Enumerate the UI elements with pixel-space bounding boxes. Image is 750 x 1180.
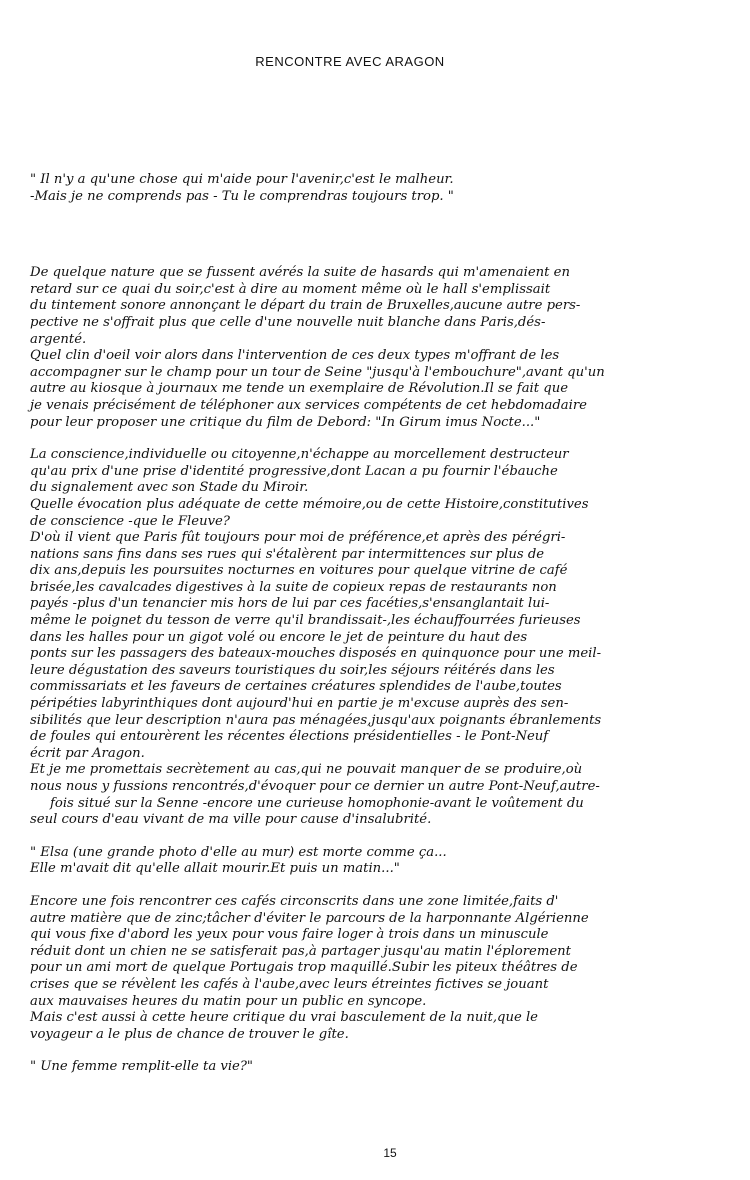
- text-line: fois situé sur la Senne -encore une curieuse homophonie-avant le voûtement du: [50, 795, 584, 811]
- text-line: autre au kiosque à journaux me tende un exemplaire de Révolution.Il se fait que: [30, 381, 569, 397]
- text-line: même le poignet du tesson de verre qu'il brandissait-,les échauffourrées furieuses: [30, 613, 581, 629]
- document-body: [30, 172, 742, 1076]
- text-line: pour leur proposer une critique du film de Debord: "In Girum imus Nocte...": [30, 414, 541, 430]
- spacer: [30, 829, 742, 845]
- text-line: aux mauvaises heures du matin pour un public en syncope.: [30, 993, 427, 1009]
- text-line: " Il n'y a qu'une chose qui m'aide pour l'avenir,c'est le malheur.: [30, 172, 454, 187]
- page-title: RENCONTRE AVEC ARAGON: [255, 54, 445, 69]
- text-line: pective ne s'offrait plus que celle d'une nouvelle nuit blanche dans Paris,dés-: [30, 314, 546, 330]
- text-line: autre matière que de zinc;tâcher d'éviter le parcours de la harponnante Algérienne: [30, 910, 589, 926]
- text-line: je venais précisément de téléphoner aux services compétents de cet hebdomadaire: [30, 397, 587, 413]
- text-line: brisée,les cavalcades digestives à la suite de copieux repas de restaurants non: [30, 579, 557, 595]
- text-line: de foules qui entourèrent les récentes élections présidentielles - le Pont-Neuf: [30, 729, 549, 745]
- text-line: péripéties labyrinthiques dont aujourd'hui en partie je m'excuse auprès des sen-: [30, 696, 569, 712]
- text-line: dix ans,depuis les poursuites nocturnes en voitures pour quelque vitrine de café: [30, 563, 568, 579]
- text-line: Et je me promettais secrètement au cas,qui ne pouvait manquer de se produire,où: [30, 762, 583, 778]
- text-line: qui vous fixe d'abord les yeux pour vous faire loger à trois dans un minuscule: [30, 927, 549, 943]
- text-line: " Une femme remplit-elle ta vie?": [30, 1059, 253, 1075]
- text-line: dans les halles pour un gigot volé ou encore le jet de peinture du haut des: [30, 629, 528, 645]
- spacer: [30, 1043, 742, 1059]
- text-line: crises que se révèlent les cafés à l'aube,avec leurs étreintes fictives se jouant: [30, 976, 549, 992]
- text-line: nations sans fins dans ses rues qui s'étalèrent par intermittences sur plus de: [30, 546, 545, 562]
- spacer: [30, 431, 742, 447]
- text-line: seul cours d'eau vivant de ma ville pour cause d'insalubrité.: [30, 812, 432, 828]
- spacer: [30, 878, 742, 894]
- spacer: [30, 205, 742, 265]
- text-line: écrit par Aragon.: [30, 745, 145, 761]
- text-line: retard sur ce quai du soir,c'est à dire au moment même où le hall s'emplissait: [30, 281, 551, 297]
- text-line: payés -plus d'un tenancier mis hors de lui par ces facéties,s'ensanglantait lui-: [30, 596, 550, 612]
- text-line: Elle m'avait dit qu'elle allait mourir.Et puis un matin...": [30, 861, 400, 877]
- text-line: La conscience,individuelle ou citoyenne,n'échappe au morcellement destructeur: [30, 447, 569, 463]
- text-line: argenté.: [30, 331, 87, 347]
- text-line: de conscience -que le Fleuve?: [30, 513, 230, 529]
- text-line: qu'au prix d'une prise d'identité progressive,dont Lacan a pu fournir l'ébauche: [30, 463, 558, 479]
- text-line: réduit dont un chien ne se satisferait pas,à partager jusqu'au matin l'éplorement: [30, 943, 571, 959]
- text-line: du tintement sonore annonçant le départ du train de Bruxelles,aucune autre pers-: [30, 298, 581, 314]
- text-line: D'où il vient que Paris fût toujours pour moi de préférence,et après des pérégri-: [30, 530, 566, 546]
- text-line: -Mais je ne comprends pas - Tu le comprendras toujours trop. ": [30, 188, 454, 204]
- text-line: voyageur a le plus de chance de trouver le gîte.: [30, 1026, 349, 1042]
- text-line: Quel clin d'oeil voir alors dans l'intervention de ces deux types m'offrant de les: [30, 348, 560, 364]
- text-line: " Elsa (une grande photo d'elle au mur) est morte comme ça...: [30, 844, 447, 860]
- text-line: nous nous y fussions rencontrés,d'évoquer pour ce dernier un autre Pont-Neuf,autre-: [30, 779, 600, 794]
- text-line: Quelle évocation plus adéquate de cette mémoire,ou de cette Histoire,constitutives: [30, 496, 589, 512]
- text-line: De quelque nature que se fussent avérés la suite de hasards qui m'amenaient en: [30, 265, 570, 281]
- text-line: accompagner sur le champ pour un tour de Seine "jusqu'à l'embouchure",avant qu'un: [30, 364, 605, 380]
- text-line: leure dégustation des saveurs touristiques du soir,les séjours réitérés dans les: [30, 662, 555, 678]
- text-line: Encore une fois rencontrer ces cafés circonscrits dans une zone limitée,faits d': [30, 893, 559, 909]
- text-line: pour un ami mort de quelque Portugais trop maquillé.Subir les piteux théâtres de: [30, 960, 578, 976]
- text-line: du signalement avec son Stade du Miroir.: [30, 480, 309, 496]
- text-line: ponts sur les passagers des bateaux-mouches disposés en quinquonce pour une meil-: [30, 646, 602, 662]
- page-number: 15: [383, 1146, 397, 1160]
- text-line: Mais c'est aussi à cette heure critique du vrai basculement de la nuit,que le: [30, 1010, 538, 1026]
- text-line: sibilités que leur description n'aura pas ménagées,jusqu'aux poignants ébranlements: [30, 712, 602, 728]
- text-line: commissariats et les faveurs de certaines créatures splendides de l'aube,toutes: [30, 679, 562, 695]
